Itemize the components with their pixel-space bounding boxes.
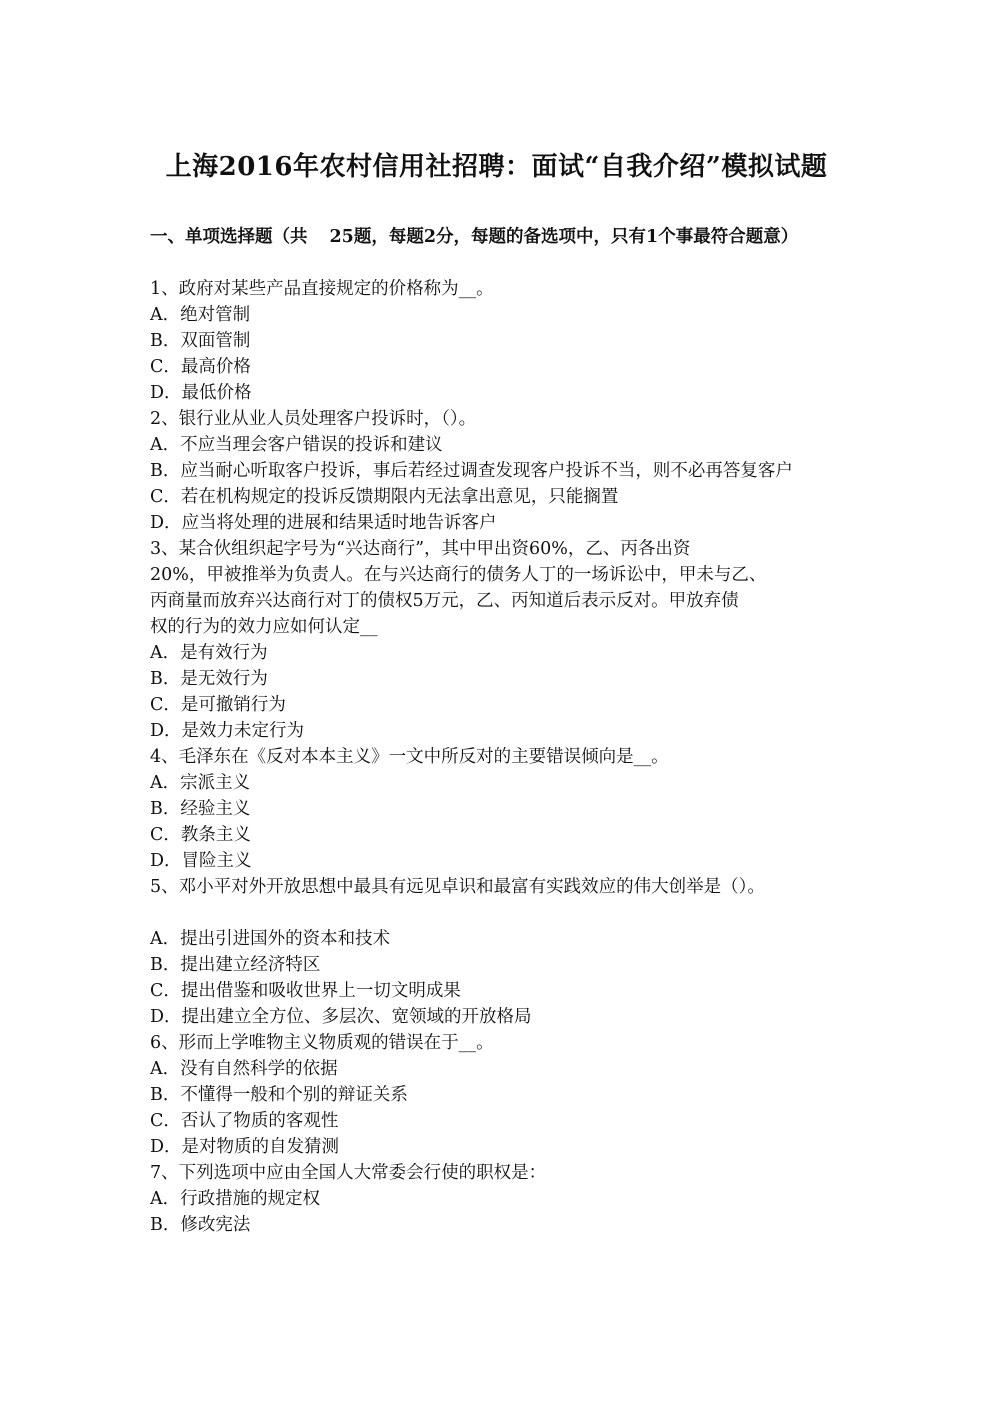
- option-item: D．冒险主义: [150, 851, 252, 871]
- question-stem-line: 3、某合伙组织起字号为“兴达商行”，其中甲出资60%，乙、丙各出资: [150, 539, 691, 559]
- option-item: C．否认了物质的客观性: [150, 1111, 339, 1131]
- section-heading-part2: 25题，每题2分，每题的备选项中，只有1个事最符合题意）: [329, 227, 799, 247]
- option-item: D．是效力未定行为: [150, 721, 305, 741]
- question-stem: 4、毛泽东在《反对本本主义》一文中所反对的主要错误倾向是__。: [150, 747, 669, 767]
- option-item: B．提出建立经济特区: [150, 955, 321, 975]
- question-stem: 5、邓小平对外开放思想中最具有远见卓识和最富有实践效应的伟大创举是（）。: [150, 877, 765, 897]
- option-item: C．提出借鉴和吸收世界上一切文明成果: [150, 981, 461, 1001]
- section-heading-part1: 一、单项选择题（共: [150, 227, 308, 247]
- option-item: C．是可撤销行为: [150, 695, 286, 715]
- question-stem-line: 权的行为的效力应如何认定__: [150, 617, 378, 637]
- question-stem: 1、政府对某些产品直接规定的价格称为__。: [150, 279, 494, 299]
- option-item: A．不应当理会客户错误的投诉和建议: [150, 435, 443, 455]
- option-item: A．是有效行为: [150, 643, 268, 663]
- option-item: D．是对物质的自发猜测: [150, 1137, 340, 1157]
- option-item: B．不懂得一般和个别的辩证关系: [150, 1085, 408, 1105]
- option-item: C．教条主义: [150, 825, 251, 845]
- option-item: A．绝对管制: [150, 305, 251, 325]
- question-list: [150, 276, 850, 1238]
- section-heading: [150, 224, 850, 250]
- option-item: C．若在机构规定的投诉反馈期限内无法拿出意见，只能搁置: [150, 487, 619, 507]
- page-title: 上海2016年农村信用社招聘：面试“自我介绍”模拟试题: [165, 152, 828, 182]
- option-item: B．应当耐心听取客户投诉，事后若经过调查发现客户投诉不当，则不必再答复客户: [150, 461, 793, 481]
- option-item: A．宗派主义: [150, 773, 251, 793]
- option-item: B．经验主义: [150, 799, 251, 819]
- question-stem: 2、银行业从业人员处理客户投诉时，（）。: [150, 409, 477, 429]
- question-stem: 6、形而上学唯物主义物质观的错误在于__。: [150, 1033, 494, 1053]
- option-item: D．应当将处理的进展和结果适时地告诉客户: [150, 513, 497, 533]
- question-stem: 7、下列选项中应由全国人大常委会行使的职权是：: [150, 1163, 547, 1183]
- question-stem-line: 丙商量而放弃兴达商行对丁的债权5万元，乙、丙知道后表示反对。甲放弃债: [150, 591, 739, 611]
- option-item: B．修改宪法: [150, 1215, 251, 1235]
- blank-line: [150, 900, 850, 926]
- option-item: B．是无效行为: [150, 669, 268, 689]
- option-item: B．双面管制: [150, 331, 251, 351]
- option-item: A．行政措施的规定权: [150, 1189, 321, 1209]
- option-item: A．没有自然科学的依据: [150, 1059, 338, 1079]
- option-item: D．提出建立全方位、多层次、宽领域的开放格局: [150, 1007, 532, 1027]
- option-item: D．最低价格: [150, 383, 252, 403]
- option-item: C．最高价格: [150, 357, 251, 377]
- option-item: A．提出引进国外的资本和技术: [150, 929, 391, 949]
- question-stem-line: 20%，甲被推举为负责人。在与兴达商行的债务人丁的一场诉讼中，甲未与乙、: [150, 565, 767, 585]
